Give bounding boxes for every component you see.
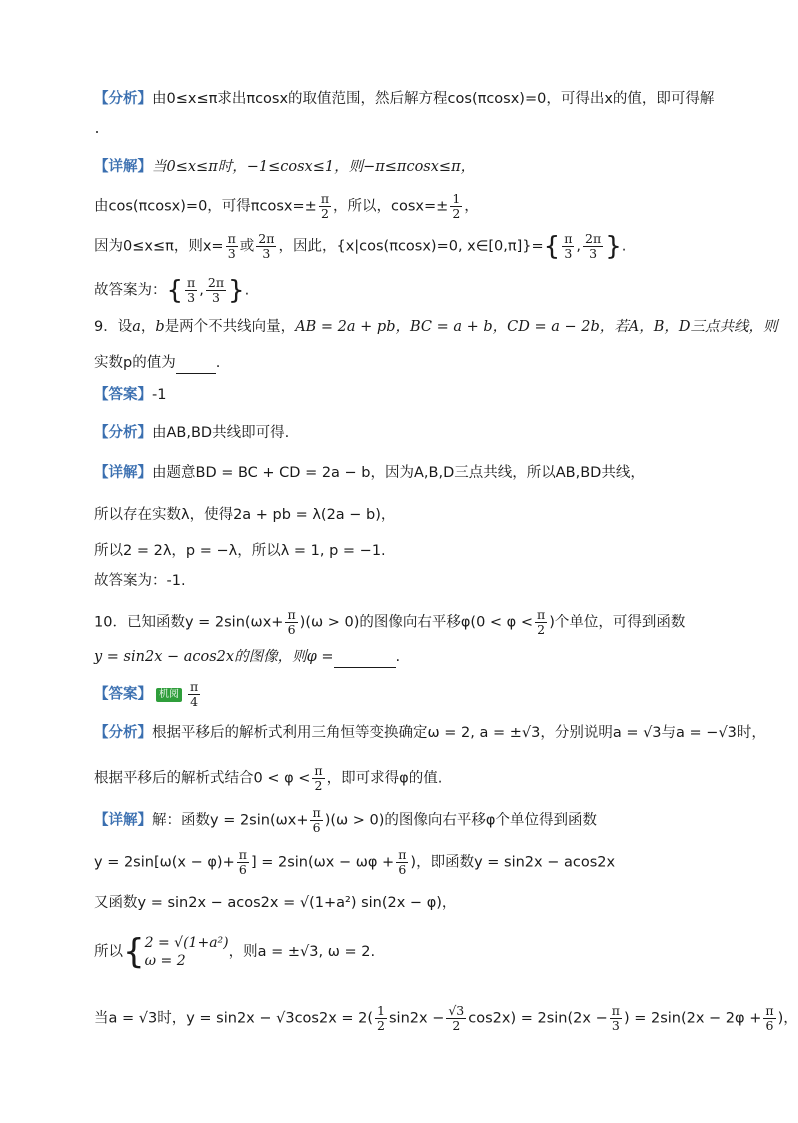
equation-system (145, 934, 229, 970)
numerator: π (611, 1003, 620, 1018)
detail-text: 所以存在实数λ，使得2a + pb = λ(2a − b)， (94, 507, 396, 523)
fraction-pi-over-6 (310, 806, 322, 835)
denominator: 6 (312, 820, 321, 835)
question-10-line-1 (94, 608, 685, 637)
detail-text: 当a = √3时，y = sin2x − √3cos2x = 2( (94, 1010, 374, 1027)
detail-10-line-2 (94, 848, 615, 877)
denominator: 2 (537, 622, 546, 637)
answer-blank (176, 359, 216, 374)
question-9-line-1 (94, 316, 778, 338)
numerator: π (314, 763, 323, 778)
detail-10-line-3 (94, 892, 456, 914)
detail-line-2 (94, 192, 479, 221)
detail-text: ) = 2sin(2x − 2φ + (623, 1010, 762, 1027)
detail-tag: 【详解】 (94, 812, 152, 829)
detail-text: 由题意BD = BC + CD = 2a − b，因为A,B,D三点共线，所以AB,BD共线， (152, 465, 645, 481)
fraction-pi-over-3 (562, 232, 574, 261)
detail-text: ，则a = ±√3, ω = 2. (228, 944, 376, 960)
detail-text: 所以 (94, 944, 123, 960)
fraction-pi-over-6 (237, 848, 249, 877)
numerator: √3 (448, 1003, 465, 1018)
denominator: 2 (320, 206, 329, 221)
detail-text: 当0≤x≤π时，−1≤cosx≤1，则−π≤πcosx≤π， (152, 159, 476, 175)
answer-blank (334, 653, 396, 668)
detail-text: cos2x) = 2sin(2x − (468, 1010, 608, 1027)
answer-10 (94, 680, 202, 709)
detail-line-3: 因为0≤x≤π，则x= $\frac{\pi}{3}$ 或 $\frac{2\pi}{3}$ ，因此，{x|cos(πcosx)=0, x∈[0,π]}={ $\frac{\pi}{3}$ , $\frac{2\pi}{3}$ }. (94, 231, 627, 262)
equation-row: ω = 2 (144, 953, 186, 969)
vector-b: b (155, 319, 165, 335)
answer-summary-8: 故答案为：{ $\frac{\pi}{3}$ , $\frac{2\pi}{3}$ }. (94, 275, 250, 306)
numerator: π (312, 805, 321, 820)
question-text: 10．已知函数y = 2sin(ωx+ (94, 614, 284, 631)
denominator: 3 (611, 1018, 620, 1033)
numerator: 2π (207, 275, 225, 290)
denominator: 6 (238, 862, 247, 877)
numerator: π (227, 231, 236, 246)
fraction-2pi-over-3 (583, 232, 603, 261)
fraction-pi-over-2 (319, 192, 331, 221)
detail-9-line-4 (94, 570, 186, 592)
analysis-text: 根据平移后的解析式利用三角恒等变换确定ω = 2, a = ±√3，分别说明a = √3与a = −√3时， (152, 725, 766, 741)
fraction-pi-over-6 (285, 608, 297, 637)
fraction-1-over-2 (375, 1004, 387, 1033)
detail-text: . (621, 238, 627, 255)
denominator: 6 (398, 862, 407, 877)
question-text: . (215, 355, 221, 371)
question-text: )(ω > 0)的图像向右平移φ(0 < φ < (299, 614, 534, 631)
numerator: π (190, 679, 199, 694)
detail-line-1 (94, 156, 475, 178)
detail-10-line-4 (94, 934, 375, 970)
analysis-text: ，即可求得φ的值. (326, 770, 443, 787)
numerator: π (187, 275, 196, 290)
brace-open: { (543, 231, 561, 262)
detail-9-line-1 (94, 462, 645, 484)
denominator: 2 (452, 1018, 461, 1033)
detail-text: y = 2sin[ω(x − φ)+ (94, 854, 235, 871)
question-10-line-2 (94, 646, 400, 668)
answer-9 (94, 384, 166, 406)
vector-a: a (132, 319, 141, 335)
fraction-pi-over-3 (185, 276, 197, 305)
denominator: 3 (187, 290, 196, 305)
detail-text: 由cos(πcosx)=0，可得πcosx=± (94, 198, 317, 215)
question-text: )个单位，可得到函数 (549, 614, 686, 631)
analysis-tag: 【分析】 (94, 725, 152, 741)
brace-close: } (228, 275, 245, 306)
fraction-pi-over-2 (535, 608, 547, 637)
denominator: 2 (452, 206, 461, 221)
analysis-10-line-1 (94, 722, 766, 744)
system-brace: { (123, 932, 145, 972)
fraction-pi-over-2 (312, 764, 324, 793)
detail-text: )，即函数y = sin2x − acos2x (410, 854, 616, 871)
denominator: 3 (211, 290, 220, 305)
analysis-10-line-2 (94, 764, 442, 793)
denominator: 2 (314, 778, 323, 793)
numerator: π (564, 231, 573, 246)
denominator: 6 (765, 1018, 774, 1033)
detail-text: 所以2 = 2λ，p = −λ，所以λ = 1, p = −1. (94, 543, 386, 559)
denominator: 6 (287, 622, 296, 637)
analysis-tag: 【分析】 (94, 425, 152, 441)
detail-tag: 【详解】 (94, 465, 152, 481)
fraction-2pi-over-3 (206, 276, 226, 305)
detail-text: . (244, 282, 250, 299)
numerator: 2π (585, 231, 602, 246)
analysis-text: 根据平移后的解析式结合0 < φ < (94, 770, 311, 787)
numerator: 1 (452, 191, 461, 206)
detail-9-line-3 (94, 540, 386, 562)
question-text: 是两个不共线向量， (164, 319, 296, 335)
stray-dot (96, 131, 98, 133)
detail-10-line-5 (94, 1004, 798, 1033)
analysis-9 (94, 422, 289, 444)
numerator: π (320, 191, 330, 206)
analysis-tag: 【分析】 (94, 91, 152, 107)
denominator: 4 (190, 694, 199, 709)
question-text: y = sin2x − acos2x的图像，则φ = (94, 649, 334, 665)
detail-text: ，因此，{x|cos(πcosx)=0, x∈[0,π]}= (278, 238, 544, 255)
numerator: π (238, 847, 247, 862)
detail-text: )， (777, 1010, 798, 1027)
answer-tag: 【答案】 (94, 387, 152, 403)
question-9-line-2 (94, 352, 220, 374)
detail-text: 故答案为：-1. (94, 573, 186, 589)
brace-close: } (605, 231, 622, 262)
detail-9-line-2 (94, 504, 395, 526)
denominator: 3 (589, 246, 598, 261)
numerator: 1 (377, 1003, 385, 1018)
answer-tag: 【答案】 (94, 686, 152, 703)
equation-row: 2 = √(1+a²) (144, 935, 229, 951)
detail-10-line-1 (94, 806, 597, 835)
fraction-pi-over-4 (188, 680, 200, 709)
numerator: π (398, 847, 407, 862)
question-text: 9．设 (94, 319, 133, 335)
detail-text: 解：函数y = 2sin(ωx+ (152, 812, 309, 829)
denominator: 2 (377, 1018, 385, 1033)
detail-text: 故答案为： (94, 282, 167, 299)
numerator: π (765, 1003, 774, 1018)
fraction-pi-over-6 (396, 848, 408, 877)
detail-text: 又函数y = sin2x − acos2x = √(1+a²) sin(2x − φ)， (94, 895, 457, 911)
detail-text: ，所以，cosx=± (333, 198, 449, 215)
detail-text: ] = 2sin(ωx − ωφ + (250, 854, 395, 871)
analysis-text: 由0≤x≤π求出πcosx的取值范围，然后解方程cos(πcosx)=0，可得出x的值，即可得解 (152, 91, 715, 107)
question-text: ， (140, 319, 156, 335)
detail-text: 或 (239, 238, 255, 255)
analysis-text: 由AB,BD共线即可得. (152, 425, 290, 441)
fraction-sqrt3-over-2 (446, 1004, 466, 1033)
question-text: . (395, 649, 401, 665)
denominator: 3 (564, 246, 573, 261)
detail-tag: 【详解】 (94, 159, 152, 175)
detail-text: )(ω > 0)的图像向右平移φ个单位得到函数 (324, 812, 597, 829)
answer-value: -1 (152, 387, 167, 403)
question-text: AB = 2a + pb，BC = a + b，CD = a − 2b，若A，B，D三点共线，则 (295, 319, 778, 335)
fraction-pi-over-6 (763, 1004, 775, 1033)
brace-open: { (166, 275, 184, 306)
detail-text: 因为0≤x≤π，则x= (94, 238, 224, 255)
detail-text: ， (464, 198, 479, 215)
question-text: 实数p的值为 (94, 355, 176, 371)
fraction-pi-over-3 (226, 232, 238, 261)
fraction-pi-over-3 (610, 1004, 622, 1033)
detail-text: sin2x − (389, 1010, 445, 1027)
denominator: 3 (262, 246, 271, 261)
denominator: 3 (227, 246, 236, 261)
fraction-1-over-2 (450, 192, 462, 221)
fraction-2pi-over-3 (256, 232, 276, 261)
numerator: 2π (258, 231, 275, 246)
numerator: π (287, 607, 296, 622)
review-badge: 机阅 (156, 688, 182, 702)
numerator: π (537, 607, 546, 622)
analysis-line-1 (94, 88, 714, 110)
